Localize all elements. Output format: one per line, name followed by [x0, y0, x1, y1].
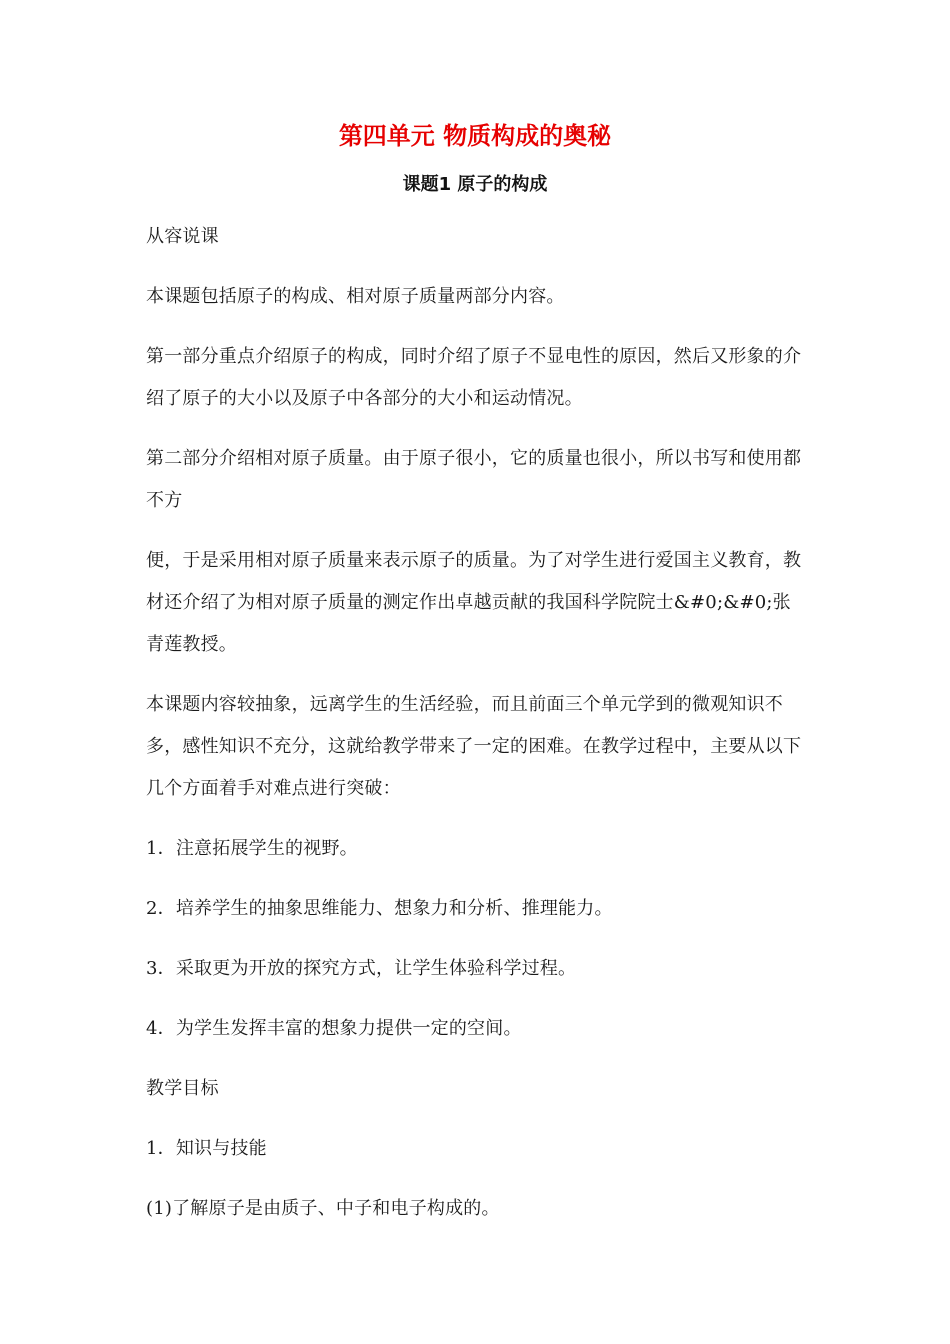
document-body [146, 216, 806, 1230]
document-title: 第四单元 物质构成的奥秘 [338, 122, 612, 150]
goal-knowledge-skills: 1．知识与技能 [146, 1138, 267, 1159]
paragraph-overview: 本课题包括原子的构成、相对原子质量两部分内容。 [146, 286, 565, 307]
list-item-2: 2．培养学生的抽象思维能力、想象力和分析、推理能力。 [146, 898, 613, 919]
list-item-1: 1．注意拓展学生的视野。 [146, 838, 358, 859]
paragraph-part-one: 第一部分重点介绍原子的构成，同时介绍了原子不显电性的原因，然后又形象的介绍了原子的大小以及原子中各部分的大小和运动情况。 [146, 346, 802, 409]
section-heading-lesson-talk: 从容说课 [146, 226, 219, 247]
paragraph-difficulty: 本课题内容较抽象，远离学生的生活经验，而且前面三个单元学到的微观知识不多，感性知识不充分，这就给教学带来了一定的困难。在教学过程中，主要从以下几个方面着手对难点进行突破： [146, 694, 802, 799]
paragraph-part-two: 第二部分介绍相对原子质量。由于原子很小，它的质量也很小，所以书写和使用都不方 [146, 448, 802, 511]
list-item-4: 4．为学生发挥丰富的想象力提供一定的空间。 [146, 1018, 522, 1039]
goal-item-1: (1)了解原子是由质子、中子和电子构成的。 [146, 1198, 500, 1219]
list-item-3: 3．采取更为开放的探究方式，让学生体验科学过程。 [146, 958, 577, 979]
paragraph-part-two-continued: 便，于是采用相对原子质量来表示原子的质量。为了对学生进行爱国主义教育，教材还介绍了为相对原子质量的测定作出卓越贡献的我国科学院院士&#0;&#0;张青莲教授。 [146, 550, 802, 655]
document-subtitle: 课题1 原子的构成 [402, 174, 548, 195]
section-heading-teaching-goals: 教学目标 [146, 1078, 219, 1099]
